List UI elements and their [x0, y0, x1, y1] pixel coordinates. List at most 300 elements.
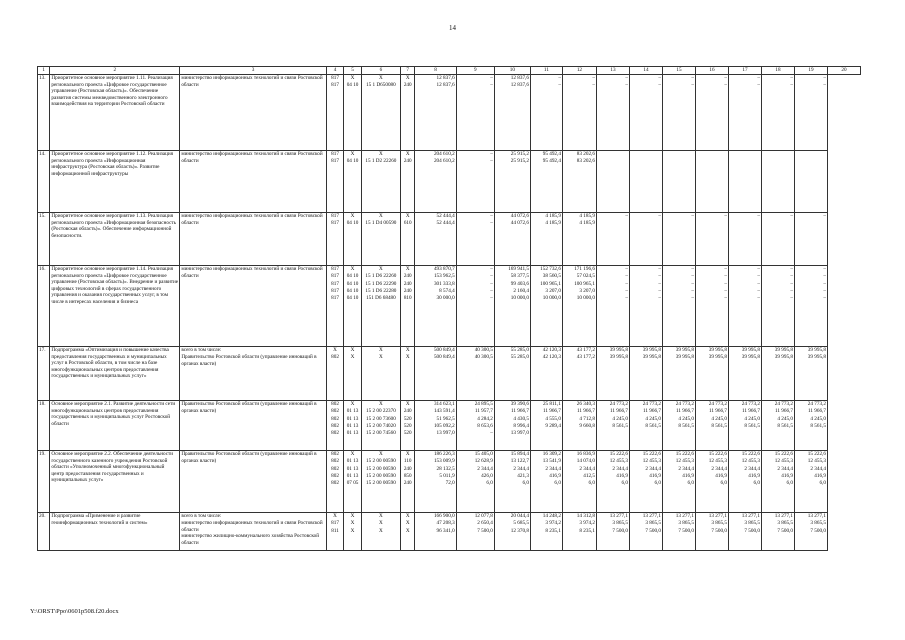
amount-value: 15 894,4: [510, 451, 529, 457]
table-row: [38, 75, 861, 151]
amount-value: –: [658, 213, 661, 219]
amount-value: –: [490, 151, 493, 157]
row-number: 13.: [38, 75, 50, 151]
code-value: 01 13: [346, 458, 359, 465]
amount-value: –: [490, 280, 493, 287]
code-value: 15 2 00 74020: [365, 422, 396, 429]
amount-value: 39 995,8: [675, 347, 694, 353]
amount-value: 13 122,7: [510, 458, 529, 465]
code-value: 817: [331, 266, 339, 272]
code-value: X: [350, 266, 355, 272]
code-value: 817: [331, 287, 339, 294]
amount-value: 39 390,6: [510, 401, 529, 407]
amount-value: 3 865,5: [711, 520, 727, 527]
amount-value: 8 574,4: [439, 287, 455, 294]
column-header: 12: [562, 67, 596, 75]
amount-value: 26 340,3: [576, 401, 595, 407]
code-value: 520: [403, 415, 412, 422]
amount-value: [598, 151, 628, 158]
amount-value: 8 561,5: [612, 422, 628, 429]
code-value: X: [350, 401, 355, 407]
amount-value: –: [724, 266, 727, 272]
column-header: 7: [401, 67, 415, 75]
amount-value: 153 009,9: [433, 458, 455, 465]
executor-text: [181, 471, 324, 478]
amount-value: 11 966,7: [807, 408, 826, 415]
amount-value: 416,9: [649, 472, 661, 479]
amount-cell: [728, 151, 761, 213]
amount-value: 7 500,0: [810, 527, 826, 534]
amount-value: 25 915,2: [510, 151, 529, 157]
amount-cell: [562, 451, 596, 513]
program-name-cell: Подпрограмма «Применение и развитие геоинформационных технологий и систем»: [50, 513, 180, 551]
table-row: [38, 347, 861, 401]
code-value: X: [379, 401, 383, 407]
amount-value: 39 995,8: [807, 347, 826, 353]
program-name-cell: Основное мероприятие 2.1. Развитие деятельности сети многофункциональных центров предоставления государственных и муниципальных услуг Ростовской области: [50, 401, 180, 451]
amount-cell: [794, 451, 827, 513]
amount-cell: [695, 401, 728, 451]
code-value: 802: [331, 430, 339, 437]
amount-cell: [794, 347, 827, 401]
amount-cell: [662, 451, 695, 513]
code-value: 802: [331, 451, 339, 457]
amount-cell: [415, 347, 456, 401]
code-value: 802: [331, 465, 339, 472]
amount-value: 6,0: [486, 480, 493, 487]
amount-value: 416,9: [814, 472, 826, 479]
amount-value: –: [658, 295, 661, 302]
amount-cell: [562, 266, 596, 347]
program-name-cell: Основное мероприятие 2.2. Обеспечение деятельности государственного казенного учреждения Ростовской области «Уполномоченный многофункциональный центр предоставления государственных и муниципальных услуг»: [50, 451, 180, 513]
amount-value: 2 344,4: [579, 465, 595, 472]
executor-text: министерство информационных технологий и связи Ростовской области: [181, 213, 323, 226]
amount-value: [664, 151, 694, 158]
code-value: 817: [331, 151, 339, 157]
amount-value: 9 289,4: [545, 422, 561, 429]
amount-value: –: [490, 213, 493, 219]
amount-value: 13 277,1: [741, 513, 760, 519]
code-value: X: [405, 75, 410, 81]
code-cell: [326, 266, 344, 347]
amount-cell: [695, 151, 728, 213]
column-header: 2: [50, 67, 180, 75]
amount-value: 416,9: [682, 472, 694, 479]
row-number: 19.: [38, 451, 50, 513]
amount-value: 204 610,2: [433, 158, 455, 165]
code-value: 04 10: [346, 220, 359, 227]
amount-value: 39 995,8: [609, 354, 628, 361]
amount-value: 15 222,6: [708, 451, 727, 457]
amount-cell: [456, 513, 494, 551]
code-value: 240: [403, 465, 412, 472]
code-cell: [361, 347, 400, 401]
amount-value: –: [724, 213, 727, 219]
table-row: [38, 451, 861, 513]
amount-value: 43 177,2: [576, 354, 595, 361]
amount-value: 51 962,5: [436, 415, 455, 422]
amount-value: 9 660,8: [579, 422, 595, 429]
amount-cell: [728, 401, 761, 451]
amount-value: 11 966,7: [642, 408, 661, 415]
code-value: X: [350, 213, 355, 219]
amount-value: 20 044,4: [510, 513, 529, 519]
amount-value: 12 077,8: [474, 513, 493, 519]
column-header: 6: [361, 67, 400, 75]
amount-cell: [761, 266, 794, 347]
amount-value: –: [823, 75, 826, 81]
amount-value: 15 222,6: [675, 451, 694, 457]
amount-value: 55 285,0: [510, 347, 529, 353]
executor-cell: [180, 451, 326, 513]
amount-value: 15 222,6: [609, 451, 628, 457]
amount-value: 100 965,1: [574, 280, 595, 287]
amount-value: [730, 151, 760, 158]
amount-value: 15 222,6: [741, 451, 760, 457]
amount-cell: [530, 75, 562, 151]
column-header: 15: [662, 67, 695, 75]
amount-value: –: [658, 280, 661, 287]
amount-value: –: [490, 430, 493, 437]
executor-text: министерство информационных технологий и связи Ростовской области: [181, 151, 323, 164]
amount-value: –: [625, 82, 628, 89]
amount-cell: [494, 451, 530, 513]
amount-value: 39 995,8: [741, 354, 760, 361]
amount-cell: [596, 513, 629, 551]
amount-cell: [761, 213, 794, 266]
amount-value: 40 300,5: [474, 347, 493, 353]
amount-value: 8 653,6: [477, 422, 493, 429]
amount-value: 12 455,3: [708, 458, 727, 465]
amount-value: 8 561,5: [711, 422, 727, 429]
amount-value: –: [490, 287, 493, 294]
executor-text: министерство информационных технологий и связи Ростовской области: [181, 75, 323, 88]
code-value: 04 10: [346, 82, 359, 89]
amount-value: 6,0: [720, 480, 727, 487]
code-cell: [361, 451, 400, 513]
executor-cell: [180, 513, 326, 551]
executor-text: [181, 421, 324, 428]
column-header: 9: [456, 67, 494, 75]
code-value: X: [350, 354, 355, 361]
executor-text: [181, 414, 324, 421]
amount-cell: [794, 213, 827, 266]
amount-cell: [662, 151, 695, 213]
code-value: X: [405, 347, 410, 353]
code-value: X: [379, 266, 383, 272]
amount-cell: [562, 75, 596, 151]
amount-value: 24 773,2: [708, 401, 727, 407]
amount-value: 57 024,5: [576, 273, 595, 280]
amount-value: 143 591,4: [433, 408, 455, 415]
amount-value: –: [724, 295, 727, 302]
amount-value: –: [790, 266, 793, 272]
amount-value: 7 500,0: [744, 527, 760, 534]
amount-value: 12 455,3: [774, 458, 793, 465]
amount-value: [763, 220, 793, 227]
amount-value: 2 344,4: [810, 465, 826, 472]
executor-text: [181, 294, 324, 301]
executor-cell: [180, 151, 326, 213]
amount-value: –: [691, 75, 694, 81]
amount-value: 7 500,0: [711, 527, 727, 534]
amount-value: –: [790, 295, 793, 302]
amount-value: 8 561,5: [810, 422, 826, 429]
amount-value: 24 773,2: [642, 401, 661, 407]
amount-value: 152 732,6: [540, 266, 561, 272]
page-number: 14: [449, 24, 456, 32]
amount-value: 4 185,9: [579, 220, 595, 227]
amount-value: 6,0: [522, 480, 529, 487]
amount-value: 12 837,6: [510, 82, 529, 89]
amount-value: 10 000,0: [542, 295, 561, 302]
code-value: 520: [403, 430, 412, 437]
code-value: 802: [331, 415, 339, 422]
amount-cell: [530, 266, 562, 347]
amount-value: 12 628,9: [474, 458, 493, 465]
amount-value: 12 837,6: [510, 75, 529, 81]
amount-value: 2 344,4: [645, 465, 661, 472]
amount-value: 99 403,6: [510, 280, 529, 287]
amount-value: 14 074,0: [576, 458, 595, 465]
amount-value: 24 773,2: [807, 401, 826, 407]
amount-value: 6,0: [621, 480, 628, 487]
code-value: 01 13: [346, 430, 359, 437]
amount-cell: [562, 513, 596, 551]
column-header: 8: [415, 67, 456, 75]
amount-value: 24 773,2: [741, 401, 760, 407]
amount-value: –: [724, 82, 727, 89]
code-cell: [344, 401, 362, 451]
code-value: 15 1 D6 22290: [365, 280, 397, 287]
row-number: 15.: [38, 213, 50, 266]
code-cell: [361, 151, 400, 213]
amount-value: 39 995,8: [708, 354, 727, 361]
amount-value: –: [592, 75, 595, 81]
amount-value: [631, 151, 661, 158]
amount-value: 14 248,2: [542, 513, 561, 519]
amount-cell: [596, 151, 629, 213]
amount-value: 24 773,2: [609, 401, 628, 407]
code-value: X: [379, 151, 383, 157]
amount-value: [796, 220, 826, 227]
code-cell: [401, 75, 415, 151]
amount-value: 11 957,7: [474, 408, 493, 415]
amount-value: –: [823, 82, 826, 89]
amount-value: 2 650,4: [477, 520, 493, 527]
amount-value: 2 344,4: [744, 465, 760, 472]
amount-value: –: [592, 82, 595, 89]
code-cell: [326, 151, 344, 213]
amount-value: 8 235,1: [579, 527, 595, 534]
amount-value: 43 177,2: [576, 347, 595, 353]
amount-value: 10 000,0: [510, 295, 529, 302]
column-header: 11: [530, 67, 562, 75]
amount-value: 39 995,8: [741, 347, 760, 353]
amount-value: 11 966,7: [708, 408, 727, 415]
amount-value: 8 235,1: [545, 527, 561, 534]
amount-cell: [562, 151, 596, 213]
code-value: X: [350, 527, 355, 534]
amount-value: 12 455,3: [642, 458, 661, 465]
amount-cell: [415, 451, 456, 513]
amount-value: 3 865,5: [810, 520, 826, 527]
amount-value: 52 444,4: [436, 213, 455, 219]
code-value: 01 13: [346, 422, 359, 429]
code-value: 15 2 00 73600: [365, 415, 396, 422]
amount-value: 12 455,3: [675, 458, 694, 465]
amount-value: 2 344,4: [612, 465, 628, 472]
code-value: 07 05: [346, 480, 359, 487]
amount-value: 44 072,6: [510, 213, 529, 219]
amount-value: 4 185,9: [545, 213, 561, 219]
amount-cell: [415, 75, 456, 151]
code-value: 240: [403, 287, 412, 294]
amount-value: –: [823, 295, 826, 302]
code-value: X: [379, 354, 383, 361]
code-value: X: [379, 513, 383, 519]
amount-value: 5 685,5: [513, 520, 529, 527]
file-path-footer: Y:\ORST\Ppo\0601p508.f20.docx: [30, 608, 119, 615]
code-cell: [344, 151, 362, 213]
amount-value: 3 865,5: [777, 520, 793, 527]
amount-cell: [596, 401, 629, 451]
amount-value: –: [757, 273, 760, 280]
amount-value: 301 333,8: [433, 280, 455, 287]
column-header: 1: [38, 67, 50, 75]
code-cell: [344, 75, 362, 151]
code-cell: [401, 151, 415, 213]
amount-value: 4 245,0: [711, 415, 727, 422]
amount-value: 38 560,5: [542, 273, 561, 280]
amount-cell: [728, 347, 761, 401]
amount-value: 11 966,7: [675, 408, 694, 415]
amount-value: [763, 151, 793, 158]
amount-value: 8 561,5: [645, 422, 661, 429]
amount-value: 4 245,0: [744, 415, 760, 422]
code-cell: [344, 513, 362, 551]
amount-value: 500 849,4: [433, 347, 455, 353]
amount-value: 10 000,0: [576, 295, 595, 302]
code-value: X: [379, 527, 383, 534]
code-cell: [361, 513, 400, 551]
amount-value: 6,0: [554, 480, 561, 487]
amount-value: –: [790, 280, 793, 287]
code-value: X: [405, 513, 410, 519]
amount-value: 13 277,1: [642, 513, 661, 519]
table-row: [38, 151, 861, 213]
amount-value: 4 712,8: [579, 415, 595, 422]
amount-value: 169 941,5: [508, 266, 529, 272]
amount-cell: [456, 401, 494, 451]
code-value: 817: [331, 158, 339, 165]
amount-cell: [629, 347, 662, 401]
amount-value: 4 245,0: [612, 415, 628, 422]
amount-value: –: [658, 266, 661, 272]
amount-cell: [761, 347, 794, 401]
amount-value: 15 405,0: [474, 451, 493, 457]
amount-value: 3 865,5: [744, 520, 760, 527]
code-cell: [326, 451, 344, 513]
code-value: 15 1 D2 22260: [365, 158, 397, 165]
amount-value: 39 995,8: [708, 347, 727, 353]
amount-cell: [728, 266, 761, 347]
amount-value: –: [724, 75, 727, 81]
amount-value: 12 455,3: [741, 458, 760, 465]
amount-value: 58 377,5: [510, 273, 529, 280]
amount-cell: [415, 151, 456, 213]
amount-value: 4 245,0: [810, 415, 826, 422]
amount-value: 493 870,7: [433, 266, 455, 272]
amount-value: –: [790, 82, 793, 89]
amount-value: 3 207,0: [545, 287, 561, 294]
code-value: 15 2 00 00590: [365, 458, 396, 465]
amount-value: 6,0: [786, 480, 793, 487]
code-value: 802: [331, 401, 339, 407]
code-value: X: [379, 451, 383, 457]
code-value: X: [333, 347, 337, 353]
amount-value: [631, 430, 661, 437]
amount-cell: [494, 151, 530, 213]
column-header: 16: [695, 67, 728, 75]
amount-value: 72,0: [445, 480, 455, 487]
amount-value: 16 309,2: [542, 451, 561, 457]
amount-value: 6,0: [654, 480, 661, 487]
amount-value: –: [658, 273, 661, 280]
amount-value: [631, 158, 661, 165]
amount-value: 24 773,2: [675, 401, 694, 407]
executor-cell: [180, 401, 326, 451]
amount-value: 6,0: [687, 480, 694, 487]
executor-text: [181, 429, 324, 436]
code-value: 04 10: [346, 273, 359, 280]
amount-cell: [596, 451, 629, 513]
amount-value: 13 277,1: [708, 513, 727, 519]
amount-value: 2 344,4: [545, 465, 561, 472]
amount-cell: [629, 401, 662, 451]
amount-value: 39 995,8: [642, 354, 661, 361]
amount-value: 39 995,8: [675, 354, 694, 361]
code-value: 01 13: [346, 465, 359, 472]
amount-value: –: [691, 280, 694, 287]
amount-cell: [456, 151, 494, 213]
amount-value: 3 974,2: [579, 520, 595, 527]
table-row: [38, 213, 861, 266]
column-header: 18: [761, 67, 794, 75]
amount-value: –: [558, 82, 561, 89]
amount-value: –: [823, 273, 826, 280]
amount-cell: [629, 151, 662, 213]
amount-cell: [530, 513, 562, 551]
code-value: 817: [331, 295, 339, 302]
amount-cell: [629, 213, 662, 266]
amount-value: 412,5: [583, 472, 595, 479]
amount-value: [664, 430, 694, 437]
amount-value: 2 344,4: [513, 465, 529, 472]
column-header: 17: [728, 67, 761, 75]
amount-value: 15 222,6: [774, 451, 793, 457]
code-cell: [361, 266, 400, 347]
amount-value: 24 895,5: [474, 401, 493, 407]
amount-value: 2 344,4: [711, 465, 727, 472]
amount-value: 13 997,0: [436, 430, 455, 437]
amount-value: [697, 151, 727, 158]
amount-value: [598, 430, 628, 437]
amount-value: –: [490, 158, 493, 165]
amount-value: –: [691, 82, 694, 89]
code-value: 811: [331, 527, 339, 534]
amount-value: –: [625, 75, 628, 81]
